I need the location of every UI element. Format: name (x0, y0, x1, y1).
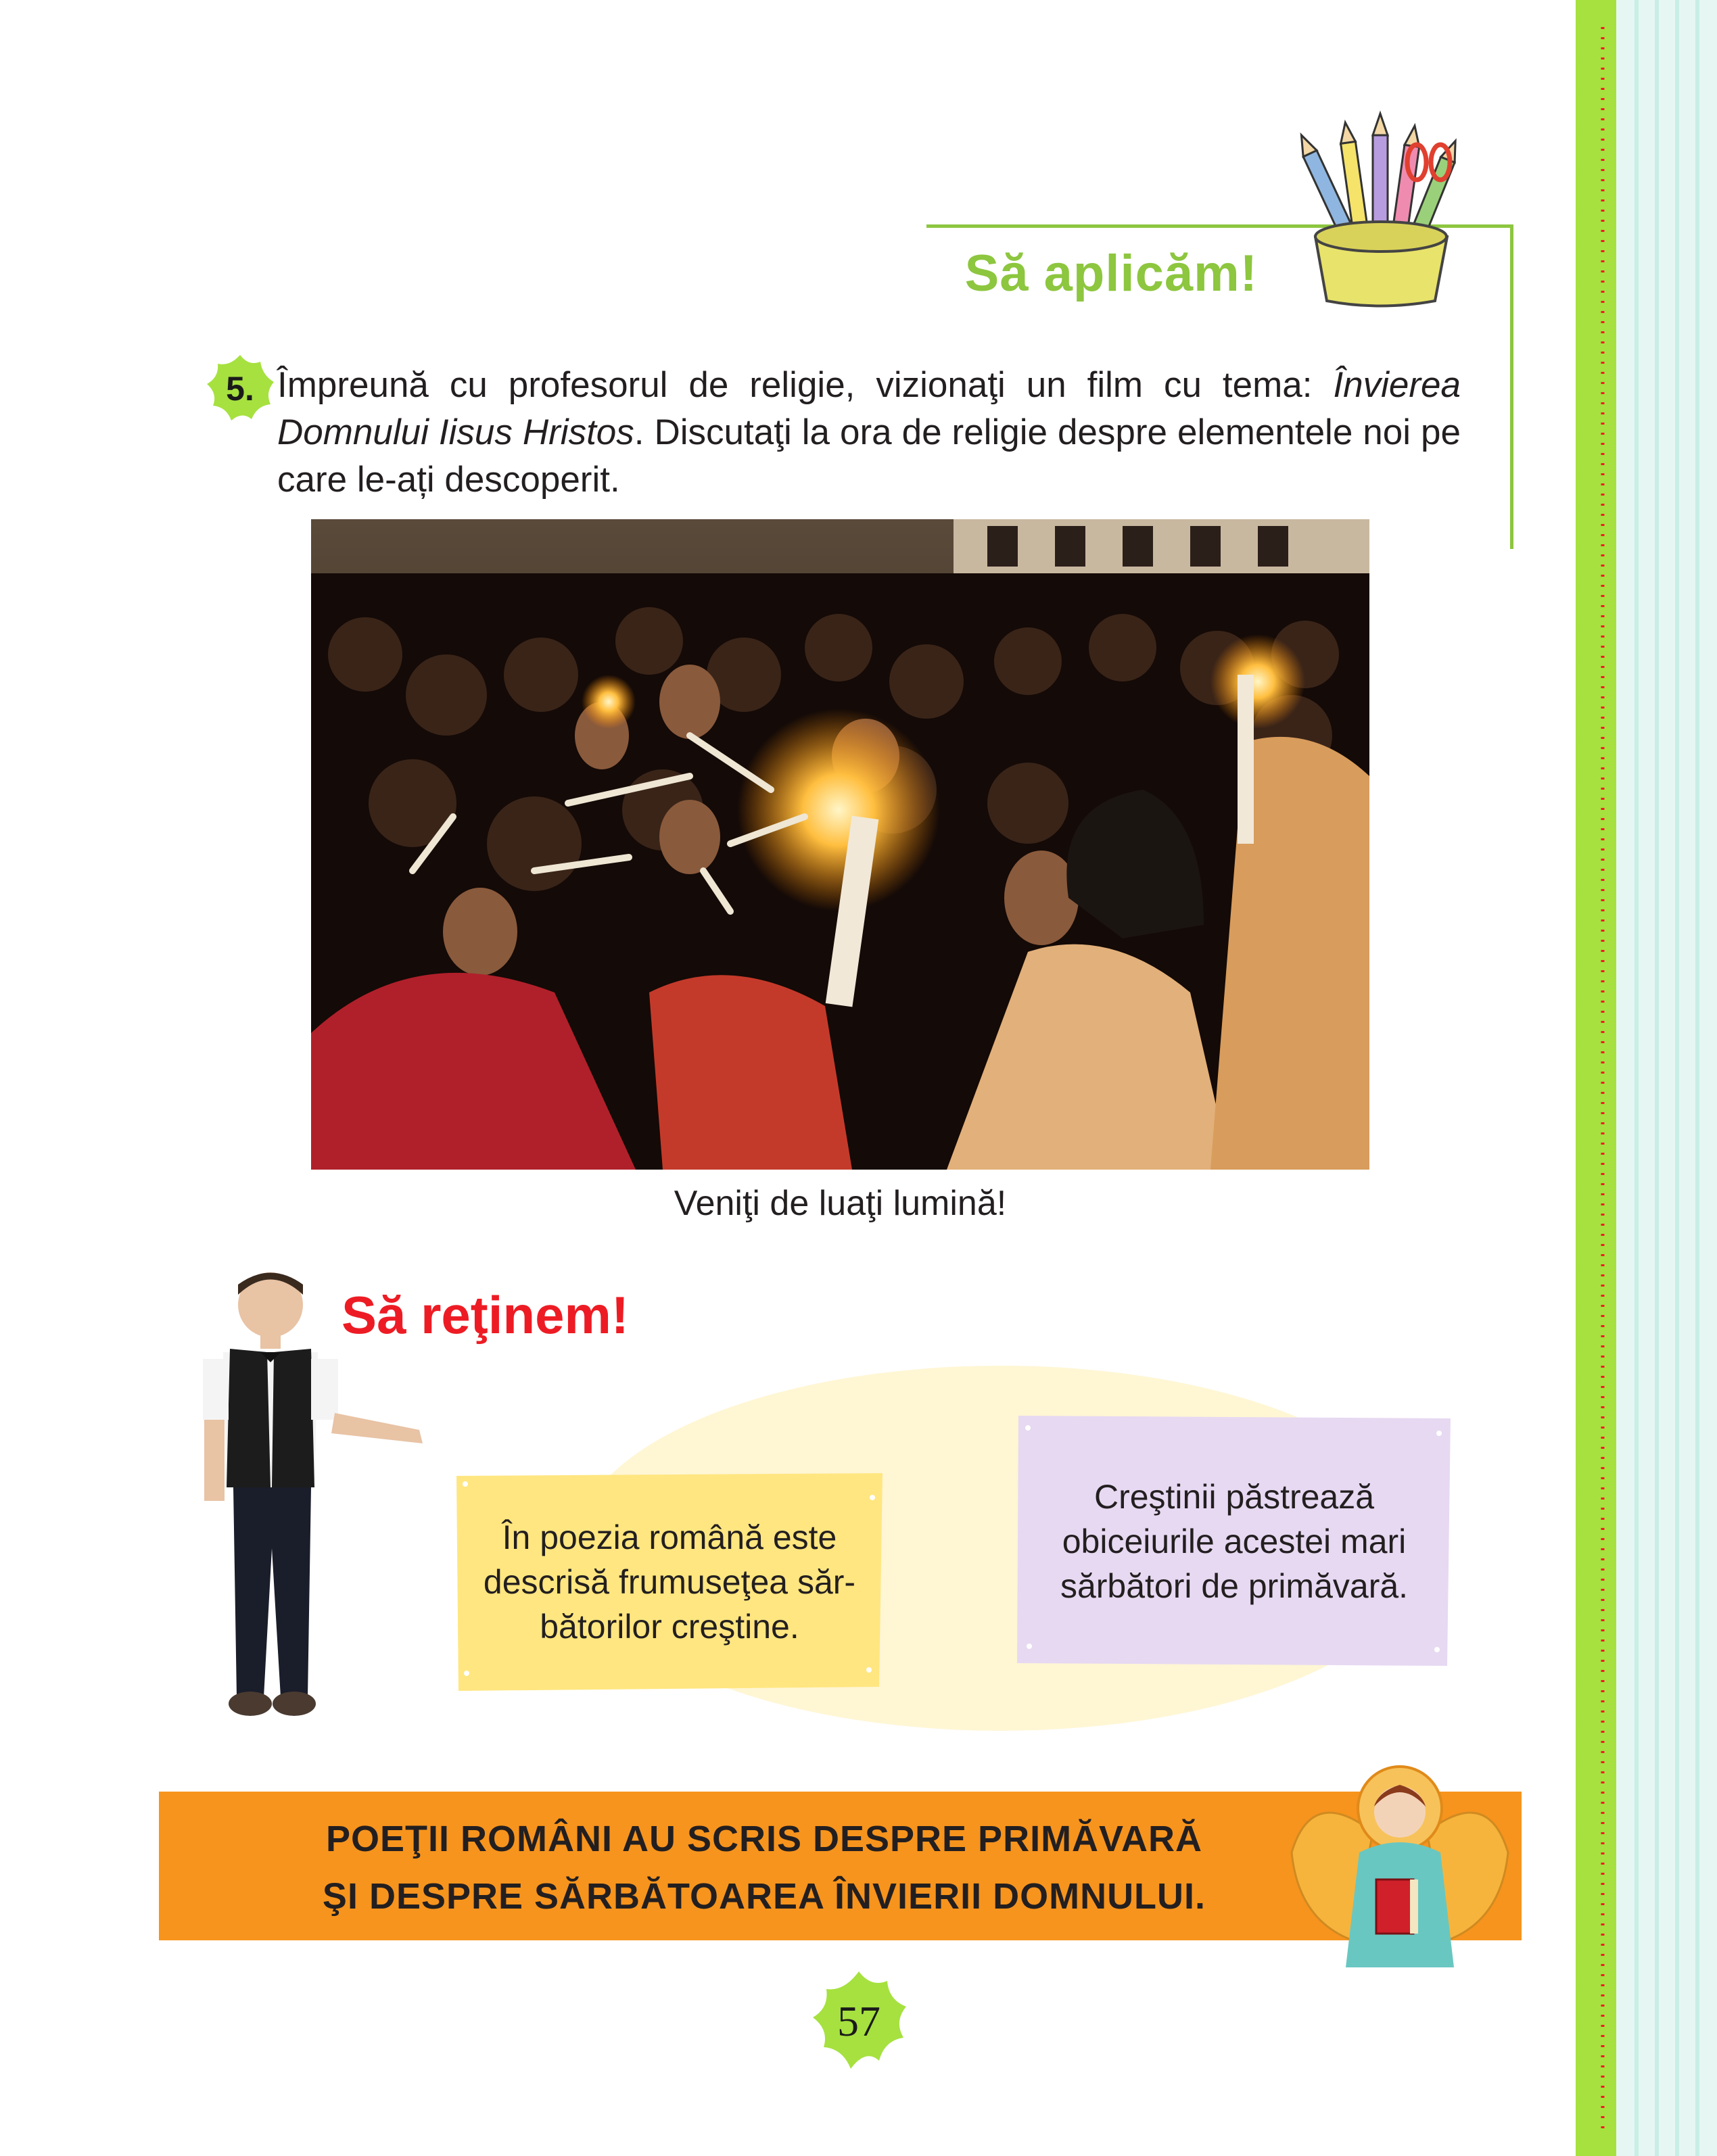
apply-side-rule (1510, 224, 1513, 549)
note-romanian-poetry (453, 1470, 886, 1694)
photo-caption: Veniţi de luaţi lumină! (674, 1184, 1007, 1223)
note-christian-customs (1014, 1413, 1454, 1670)
decorative-side-border (1562, 0, 1717, 2156)
exercise-text (277, 362, 1461, 504)
banner-line-2: ŞI DESPRE SĂRBĂTOAREA ÎNVIERII DOMNULUI. (322, 1876, 1206, 1917)
exercise-number: 5. (226, 370, 254, 408)
banner-line-1: POEŢII ROMÂNI AU SCRIS DESPRE PRIMĂVARĂ (325, 1819, 1203, 1859)
page-number: 57 (837, 1997, 880, 2045)
retain-section-title: Să reţinem! (342, 1285, 629, 1345)
easter-candle-photo (311, 519, 1369, 1170)
exercise-text-part2: . Discutaţi la ora de religie despre elementele noi pe care le-ați descoperit. (277, 412, 1461, 500)
note-right-text: Creştinii păstrează obiceiurile acestei mari sărbători de primăvară. (1060, 1478, 1409, 1605)
angel-icon-illustration (1271, 1744, 1528, 1974)
pencil-cup-illustration (1278, 108, 1481, 311)
exercise-text-part1: Împreună cu profesorul de religie, vizionaţi un film cu tema: (277, 365, 1334, 405)
apply-section-title: Să aplicăm! (964, 245, 1258, 302)
exercise-film-theme: Învierea Domnului Iisus Hristos (277, 365, 1461, 452)
note-left-text: În poezia română este descrisă frumuseţea săr-bătorilor creştine. (483, 1518, 856, 1646)
easter-crowd-image (311, 519, 1369, 1170)
